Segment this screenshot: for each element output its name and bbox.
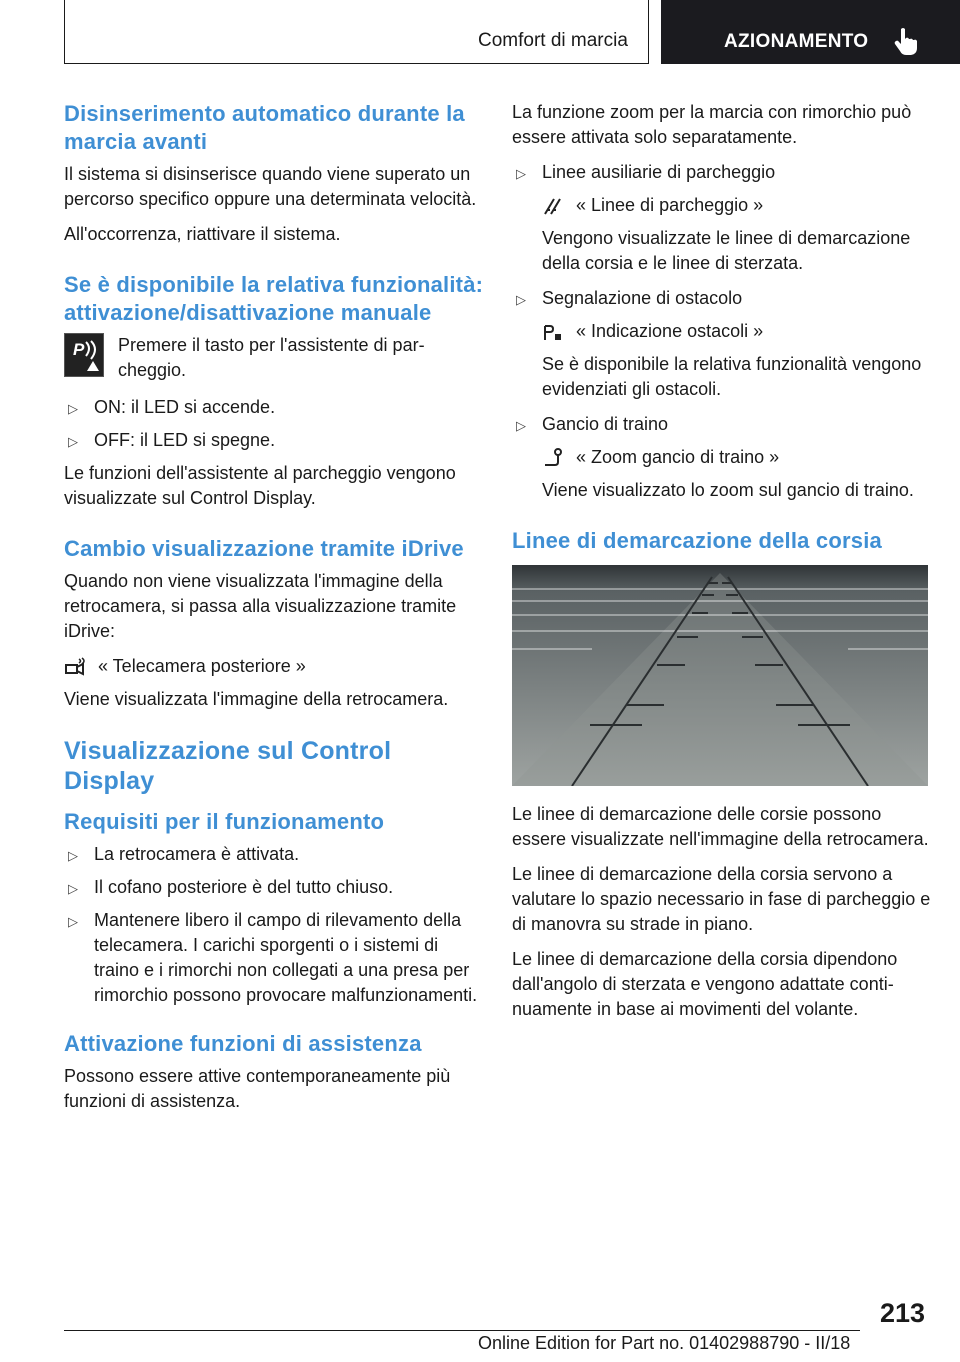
assist-functions-list-3 [512,412,932,437]
right-column [512,100,932,1032]
heading-manual: Se è disponibile la relativa funzionalità: attivazione/disattivazione manuale [64,272,484,325]
paragraph-reactivate: All'occorrenza, riattivare il sistema. [64,224,341,244]
menu-parking-lines-label: « Linee di parcheggio » [576,195,764,215]
heading-control-display: Visualizzazione sul Control Display [64,737,392,795]
rear-camera-icon [64,657,86,677]
parking-assistant-button-icon: P [64,333,104,377]
paragraph-hitch: Viene visualizzato lo zoom sul gancio di traino. [542,480,914,500]
list-item: ▷ La retrocamera è attivata. [68,844,300,864]
lane-lines-camera-image [512,565,928,786]
list-item: ▷ Il cofano posteriore è del tutto chiuso. [68,877,394,897]
paragraph-lines: Vengono visualizzate le linee di demarcazione della corsia e le linee di sterzata. [542,228,911,273]
paragraph-control-display: Le funzioni dell'assistente al parcheggio vengono visualizzate sul Control Display. [64,463,456,508]
assist-functions-list [512,160,932,185]
paragraph-idrive: Quando non viene visualizzata l'immagine della retrocamera, si passa alla visualizzazione tramite iDrive: [64,571,457,641]
paragraph-assist: Possono essere attive contemporaneamente più funzioni di assistenza. [64,1066,451,1111]
list-item: ▷ Gancio di traino [516,414,669,434]
heading-auto-off: Disinserimento automatico durante la marcia avanti [64,101,465,154]
paragraph-lane-1: Le linee di demarcazione delle corsie possono essere visualizzate nell'immagine della retrocamera. [512,804,929,849]
menu-hitch-label: « Zoom gancio di traino » [576,447,780,467]
footer-rule [64,1330,860,1331]
paragraph-lane-3: Le linee di demarcazione della corsia dipendono dall'angolo di sterzata e vengono adattate continuamente in base ai movimenti del volante. [512,949,898,1019]
heading-requirements: Requisiti per il funzionamento [64,809,385,834]
left-column [64,100,484,1124]
header-bottom-rule [64,63,649,64]
paragraph-zoom: La funzione zoom per la marcia con rimorchio può essere attivata solo separatamente. [512,102,912,147]
heading-assist: Attivazione funzioni di assistenza [64,1031,422,1056]
menu-rear-camera-label: « Telecamera posteriore » [98,656,306,676]
led-list [64,395,484,453]
section-title: Comfort di marcia [478,30,628,51]
obstacle-marking-icon [542,322,564,342]
menu-hitch[interactable] [512,445,932,470]
chapter-tab[interactable] [661,0,960,64]
header-left-rule [64,0,65,64]
heading-idrive: Cambio visualizzazione tramite iDrive [64,536,464,561]
list-item: ▷ ON: il LED si accende. [68,397,276,417]
edition-note: Online Edition for Part no. 01402988790 - II/18 [478,1333,851,1353]
header-separator [648,0,649,64]
paragraph-lane-2: Le linee di demarcazione della corsia servono a valutare lo spazio necessario in fase di parcheggio e di manovra su strade in piano. [512,864,931,934]
chapter-title: AZIONAMENTO [724,31,869,52]
menu-parking-lines[interactable] [512,193,932,218]
tow-hitch-icon [542,448,564,468]
button-instruction [64,333,484,383]
parking-lines-icon [542,196,564,216]
paragraph-auto-off: Il sistema si disinserisce quando viene superato un percorso specifico oppure una determinata velocità. [64,164,477,209]
assist-functions-list-2 [512,286,932,311]
heading-lane: Linee di demarcazione della corsia [512,528,882,553]
list-item: ▷ Mantenere libero il campo di rilevamento della telecamera. I carichi sporgenti o i sistemi di traino e i rimorchi non collegati a una presa per rimorchio possono provocare malfunzionamenti. [68,910,478,1005]
list-item: ▷ OFF: il LED si spegne. [68,430,276,450]
page-number: 213 [880,1298,926,1328]
menu-rear-camera[interactable] [64,654,484,679]
paragraph-rear-image: Viene visualizzata l'immagine della retrocamera. [64,689,449,709]
list-item: ▷ Linee ausiliarie di parcheggio [516,162,776,182]
menu-obstacle[interactable] [512,319,932,344]
hand-pointer-icon [894,27,920,55]
paragraph-obstacle: Se è disponibile la relativa funzionalità vengono evidenziati gli ostacoli. [542,354,922,399]
requirements-list [64,842,484,1008]
list-item: ▷ Segnalazione di ostacolo [516,288,743,308]
paragraph-press-button: Premere il tasto per l'assistente di parcheggio. [118,335,425,380]
menu-obstacle-label: « Indicazione ostacoli » [576,321,764,341]
